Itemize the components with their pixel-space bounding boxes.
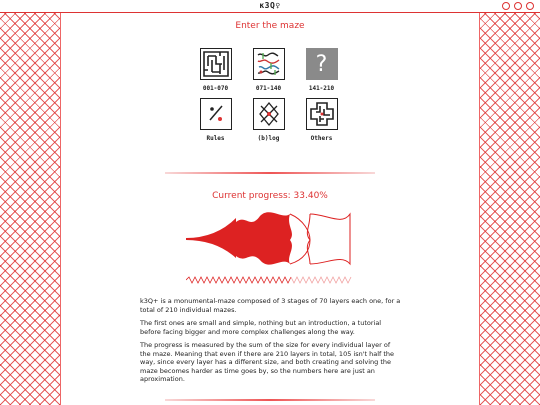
maze-range-label: 071-140	[255, 85, 282, 92]
circle-icon[interactable]	[502, 2, 510, 10]
top-bar	[0, 0, 540, 13]
section-divider	[165, 399, 375, 401]
maze-link-141-210[interactable]	[295, 48, 348, 92]
blog-icon[interactable]	[253, 98, 285, 130]
rules-link[interactable]	[189, 98, 242, 142]
maze-link-grid	[189, 48, 349, 142]
colorful-maze-icon[interactable]	[253, 48, 285, 80]
others-label: Others	[310, 135, 333, 142]
section-divider	[165, 172, 375, 174]
description-text	[140, 297, 402, 389]
blog-link[interactable]	[242, 98, 295, 142]
right-crosshatch-panel	[479, 13, 540, 405]
progress-visualization	[186, 210, 356, 286]
description-paragraph: k3Q+ is a monumental-maze composed of 3 stages of 70 layers each one, for a total of 210 individual mazes.	[140, 297, 401, 314]
circle-icon[interactable]	[526, 2, 534, 10]
blog-label: (b)log	[257, 135, 280, 142]
maze-section-title: Enter the maze	[235, 21, 305, 31]
main-content	[61, 13, 479, 405]
description-paragraph: The progress is measured by the sum of the size for every individual layer of the maze. Meaning that even if there are 210 layers in total, 105 isn't half the way, since every layer has a different size, and both creating and solving the maze becomes harder as time goes by, so the numbers here are just an aproximation.	[140, 341, 395, 383]
description-paragraph: The first ones are small and simple, nothing but an introduction, a tutorial before facing bigger and more complex challenges along the way.	[140, 319, 382, 336]
rules-label: Rules	[206, 135, 225, 142]
maze-link-001-070[interactable]	[189, 48, 242, 92]
rules-icon[interactable]	[200, 98, 232, 130]
others-link[interactable]	[295, 98, 348, 142]
circle-icon[interactable]	[514, 2, 522, 10]
site-logo[interactable]: κ3Q♀	[259, 1, 281, 10]
maze-link-071-140[interactable]	[242, 48, 295, 92]
progress-title: Current progress: 33.40%	[212, 191, 328, 201]
left-crosshatch-panel	[0, 13, 61, 405]
maze-grid-icon[interactable]	[200, 48, 232, 80]
window-controls	[502, 2, 534, 10]
maze-range-label: 001-070	[202, 85, 229, 92]
maze-range-label: 141-210	[308, 85, 335, 92]
question-mark-icon[interactable]: ?	[306, 48, 338, 80]
others-maze-icon[interactable]	[306, 98, 338, 130]
